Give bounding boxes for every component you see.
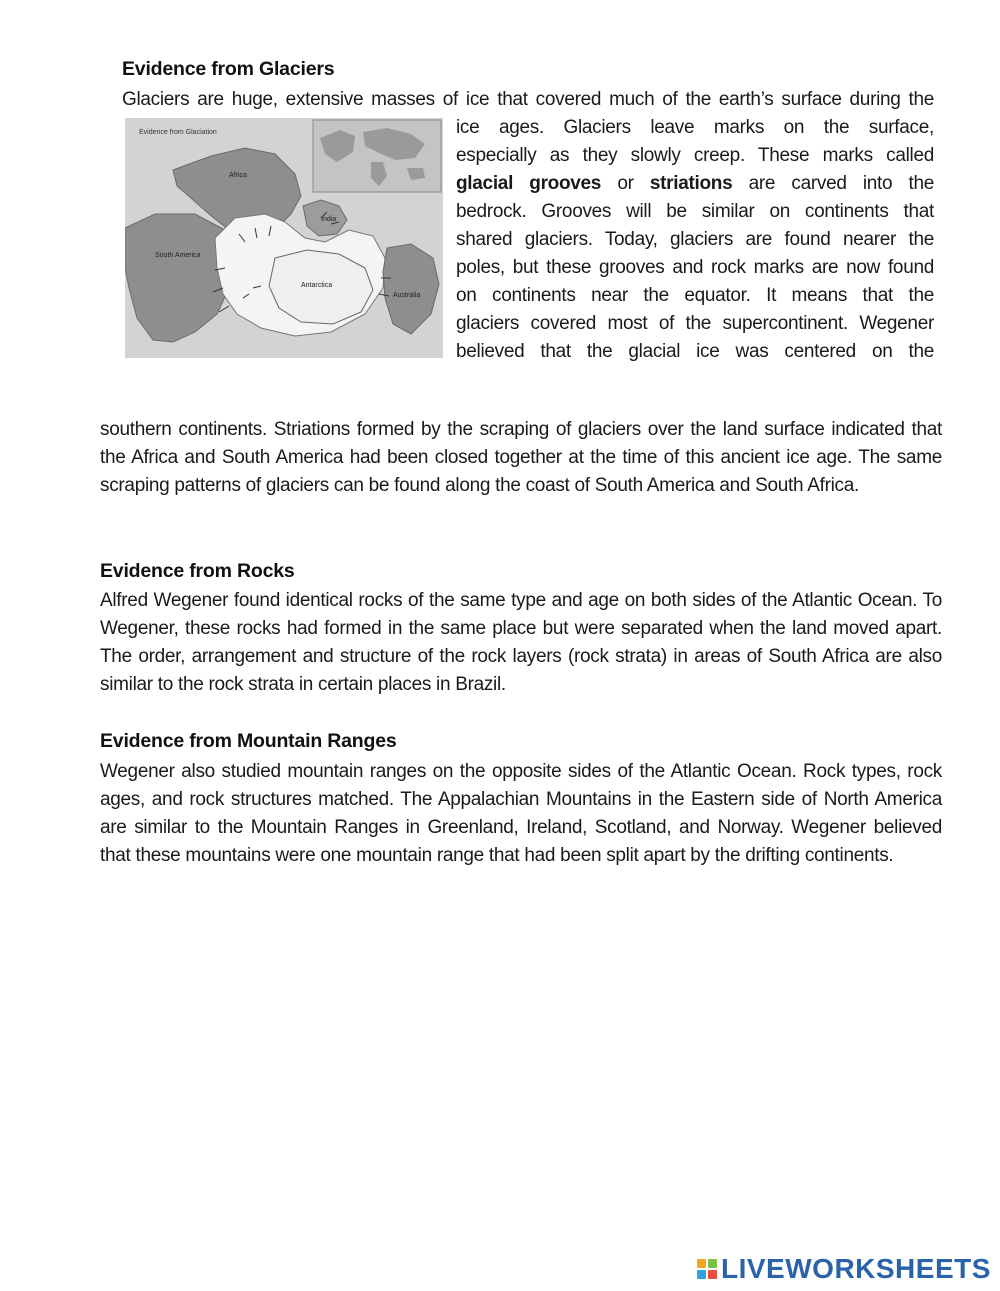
glaciers-line-10: believed that the glacial ice was centered on the	[456, 341, 934, 362]
glaciation-map-figure	[125, 118, 443, 358]
mountains-paragraph: Wegener also studied mountain ranges on the opposite sides of the Atlantic Ocean. Rock types, rock ages, and rock structures matched. The Appalachian Mountains in the Eastern side of North America are similar to the Mountain Ranges in Greenland, Ireland, Scotland, and Norway. Wegener believed that these mountains were one mountain range that had been split apart by the drifting continents.	[100, 761, 942, 866]
glaciers-line-4: glacial grooves or striations are carved into the	[456, 173, 935, 194]
glaciers-line-7: poles, but these grooves and rock marks are now found	[456, 257, 934, 278]
heading-mountain-ranges: Evidence from Mountain Ranges	[100, 730, 397, 752]
figure-label-antarctica: Antarctica	[301, 282, 333, 289]
glaciation-map	[125, 118, 443, 358]
glaciers-wrapped-text	[456, 114, 934, 366]
figure-title: Evidence from Glaciation	[139, 129, 217, 136]
heading-rocks: Evidence from Rocks	[100, 560, 295, 582]
glaciers-line-6: shared glaciers. Today, glaciers are found nearer the	[456, 229, 934, 250]
glaciers-first-line	[122, 86, 934, 114]
liveworksheets-logo[interactable]	[697, 1254, 991, 1284]
figure-label-africa: Africa	[229, 172, 247, 179]
glaciers-line-5: bedrock. Grooves will be similar on continents that	[456, 201, 934, 222]
term-striations: striations	[649, 173, 733, 194]
rocks-paragraph: Alfred Wegener found identical rocks of the same type and age on both sides of the Atlantic Ocean. To Wegener, these rocks had formed in the same place but were separated when the land moved apart. The order, arrangement and structure of the rock layers (rock strata) in areas of South Africa are also similar to the rock strata in certain places in Brazil.	[100, 590, 942, 695]
glaciers-line-2: ice ages. Glaciers leave marks on the surface,	[456, 117, 934, 138]
figure-label-south-america: South America	[155, 252, 201, 259]
glaciers-line-3: especially as they slowly creep. These marks called	[456, 145, 934, 166]
heading-glaciers: Evidence from Glaciers	[122, 58, 335, 80]
glaciers-line-8: on continents near the equator. It means that the	[456, 285, 934, 306]
logo-text: LIVEWORKSHEETS	[721, 1253, 991, 1284]
glaciers-line-1: Glaciers are huge, extensive masses of ice that covered much of the earth’s surface during the	[122, 89, 934, 110]
logo-blocks-icon	[697, 1259, 717, 1279]
figure-label-australia: Australia	[393, 292, 421, 299]
glaciers-line-9: glaciers covered most of the supercontinent. Wegener	[456, 313, 934, 334]
glaciers-continuation: southern continents. Striations formed by the scraping of glaciers over the land surface indicated that the Africa and South America had been closed together at the time of this ancient ice age. The same scraping patterns of glaciers can be found along the coast of South America and South Africa.	[100, 419, 942, 496]
term-glacial-grooves: glacial grooves	[456, 173, 602, 194]
figure-label-india: India	[321, 216, 337, 223]
